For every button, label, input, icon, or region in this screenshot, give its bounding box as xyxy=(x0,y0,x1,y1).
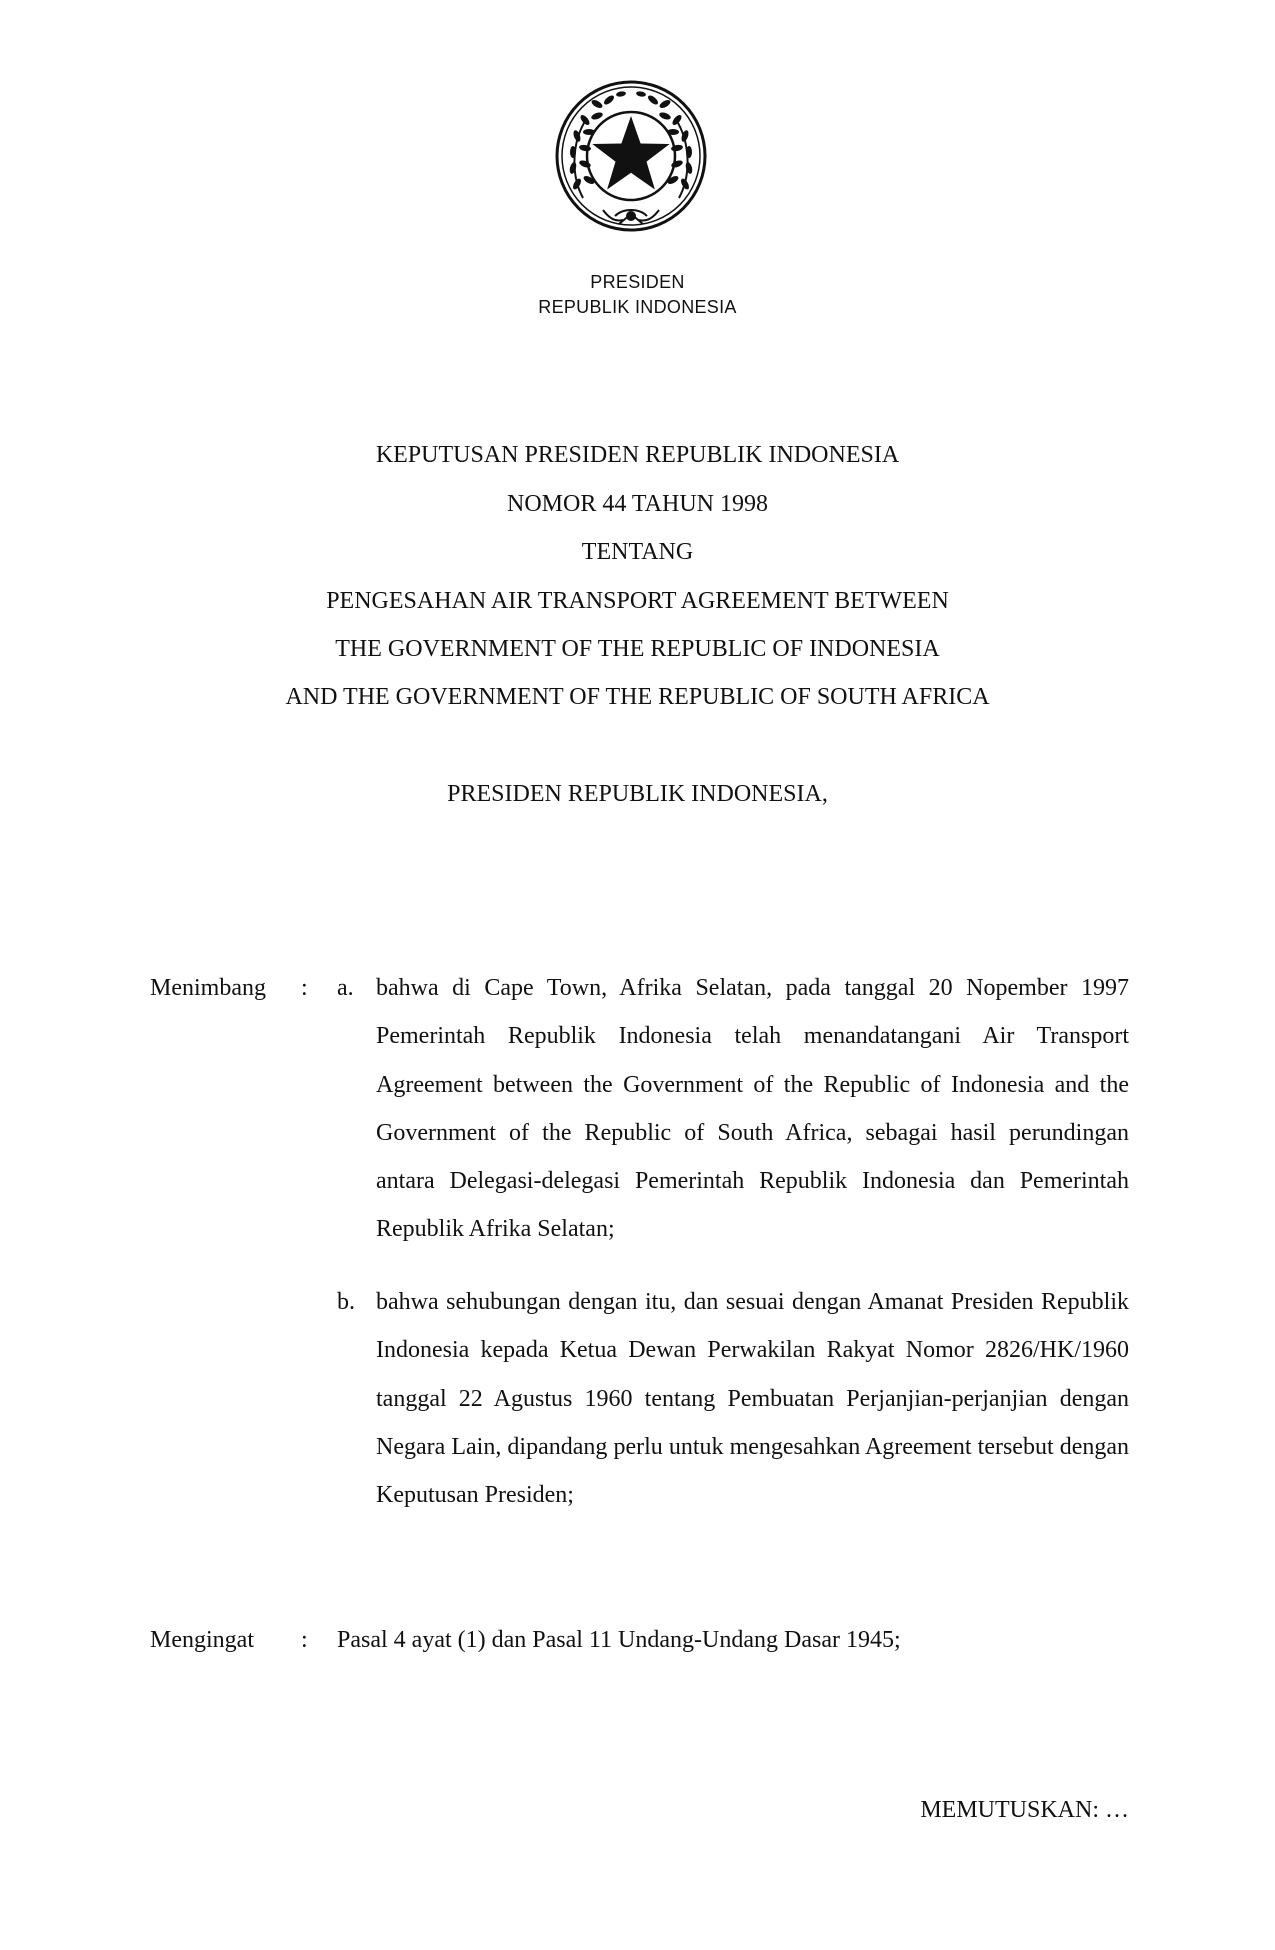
emblem-icon xyxy=(553,80,709,238)
document-title-line-2: NOMOR 44 TAHUN 1998 xyxy=(507,491,768,517)
document-title-line-1: KEPUTUSAN PRESIDEN REPUBLIK INDONESIA xyxy=(375,442,900,468)
mengingat-text: Pasal 4 ayat (1) dan Pasal 11 Undang-Undang Dasar 1945; xyxy=(337,1627,901,1653)
menimbang-item-b-text: bahwa sehubungan dengan itu, dan sesuai dengan Amanat Presiden Republik Indonesia kepada Ketua Dewan Perwakilan Rakyat Nomor 2826/HK/1960 tanggal 22 Agustus 1960 tentang Pembuatan Perjanjian-perjanjian dengan Negara Lain, dipandang perlu untuk mengesahkan Agreement tersebut dengan Keputusan Presiden; xyxy=(376,1289,1129,1509)
menimbang-item-a-marker: a. xyxy=(337,975,354,1001)
letterhead-line-presiden: PRESIDEN xyxy=(590,272,685,292)
mengingat-colon: : xyxy=(301,1627,308,1653)
letterhead-line-republik: REPUBLIK INDONESIA xyxy=(538,297,737,317)
continuation-marker: MEMUTUSKAN: … xyxy=(920,1797,1129,1823)
mengingat-label: Mengingat xyxy=(150,1627,254,1653)
document-title-line-5: THE GOVERNMENT OF THE REPUBLIC OF INDONESIA xyxy=(335,636,940,662)
presidential-emblem xyxy=(553,80,709,238)
document-title-line-3: TENTANG xyxy=(581,539,694,565)
menimbang-item-a-text: bahwa di Cape Town, Afrika Selatan, pada tanggal 20 Nopember 1997 Pemerintah Republik Indonesia telah menandatangani Air Transport Agreement between the Government of the Republic of Indonesia and the Government of the Republic of South Africa, sebagai hasil perundingan antara Delegasi-delegasi Pemerintah Republik Indonesia dan Pemerintah Republik Afrika Selatan; xyxy=(376,975,1129,1243)
document-title-line-4: PENGESAHAN AIR TRANSPORT AGREEMENT BETWEEN xyxy=(326,588,949,614)
menimbang-label: Menimbang xyxy=(150,975,266,1001)
menimbang-item-b-marker: b. xyxy=(337,1289,355,1315)
subject-heading: PRESIDEN REPUBLIK INDONESIA, xyxy=(447,781,828,807)
menimbang-colon: : xyxy=(301,975,308,1001)
document-title-line-6: AND THE GOVERNMENT OF THE REPUBLIC OF SOUTH AFRICA xyxy=(285,684,990,710)
